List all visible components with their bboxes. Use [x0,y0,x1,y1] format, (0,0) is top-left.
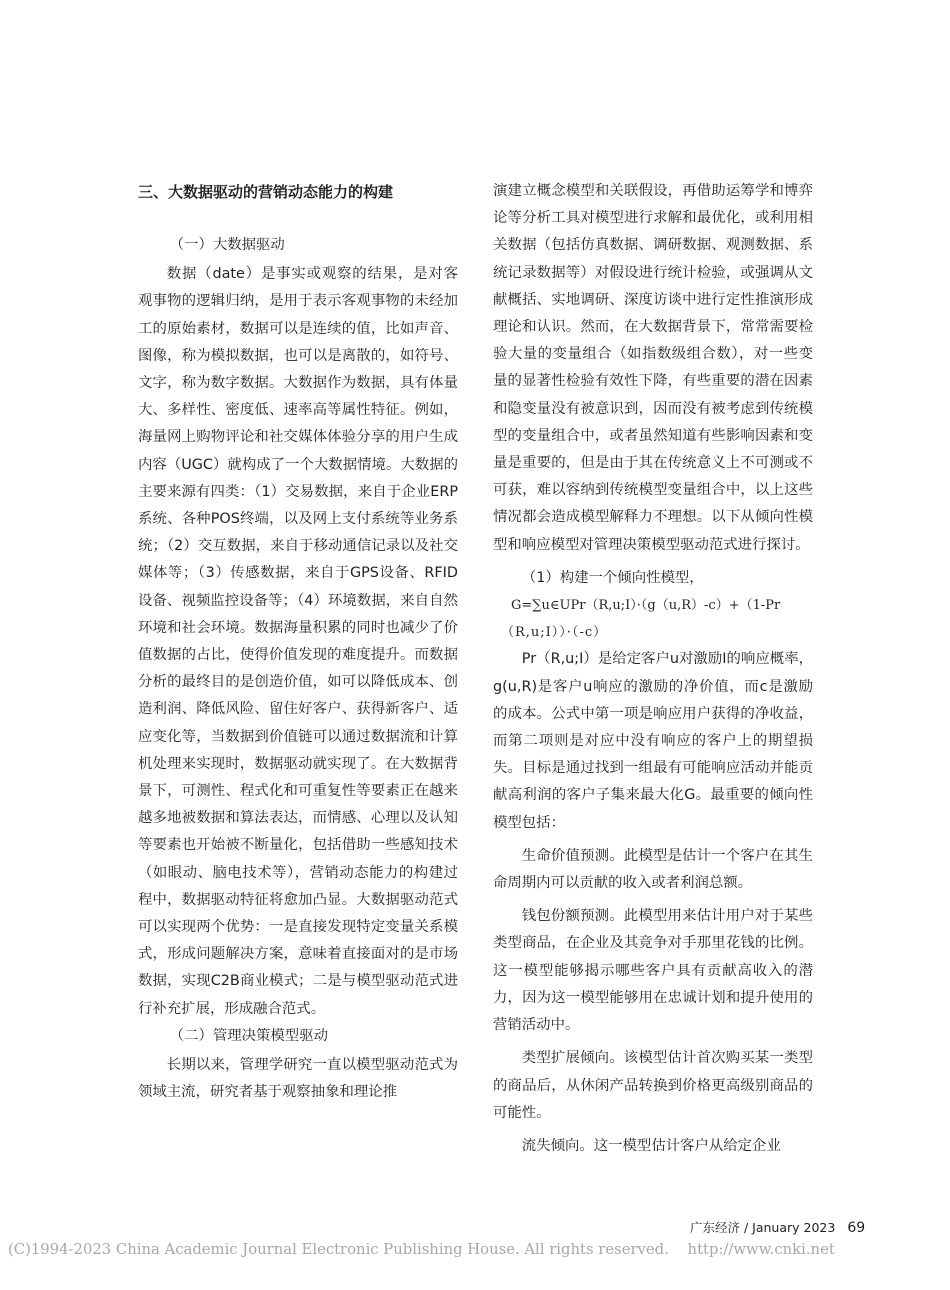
paragraph-model-cont: 演建立概念模型和关联假设，再借助运筹学和博弈论等分析工具对模型进行求解和最优化，或利用相关数据（包括仿真数据、调研数据、观测数据、系统记录数据等）对假设进行统计检验，或强调从文献概括、实地调研、深度访谈中进行定性推演形成理论和认识。然而，在大数据背景下，常常需要检验大量的变量组合（如指数级组合数），对一些变量的显著性检验有效性下降，有些重要的潜在因素和隐变量没有被意识到，因而没有被考虑到传统模型的变量组合中，或者虽然知道有些影响因素和变量是重要的，但是由于其在传统意义上不可测或不可获，难以容纳到传统模型变量组合中，以上这些情况都会造成模型解释力不理想。以下从倾向性模型和响应模型对管理决策模型驱动范式进行探讨。 [493,183,813,553]
propensity-model-title: （1）构建一个倾向性模型， [521,569,704,586]
paragraph-model-start: 长期以来，管理学研究一直以模型驱动范式为领域主流，研究者基于观察抽象和理论推 [138,1057,458,1101]
paragraph-big-data: 数据（date）是事实或观察的结果，是对客观事物的逻辑归纳，是用于表示客观事物的未经加工的原始素材，数据可以是连续的值，比如声音、图像，称为模拟数据，也可以是离散的，如符号、文字，称为数字数据。大数据作为数据，具有体量大、多样性、密度低、速率高等属性特征。例如，海量网上购物评论和社交媒体体验分享的用户生成内容（UGC）就构成了一个大数据情境。大数据的主要来源有四类：（1）交易数据，来自于企业ERP系统、各种POS终端，以及网上支付系统等业务系统；（2）交互数据，来自于移动通信记录以及社交媒体等；（3）传感数据，来自于GPS设备、RFID设备、视频监控设备等；（4）环境数据，来自自然环境和社会环境。数据海量积累的同时也减少了价值数据的占比，使得价值发现的难度提升。而数据分析的最终目的是创造价值，如可以降低成本、创造利润、降低风险、留住好客户、获得新客户、适应变化等，当数据到价值链可以通过数据流和计算机处理来实现时，数据驱动就实现了。在大数据背景下，可测性、程式化和可重复性等要素正在越来越多地被数据和算法表达，而情感、心理以及认知等要素也开始被不断量化，包括借助一些感知技术（如眼动、脑电技术等），营销动态能力的构建过程中，数据驱动特征将愈加凸显。大数据驱动范式可以实现两个优势：一是直接发现特定变量关系模式，形成问题解决方案，意味着直接面对的是市场数据，实现C2B商业模式；二是与模型驱动范式进行补充扩展，形成融合范式。 [138,266,458,1017]
left-column [138,178,458,1107]
list-item: 流失倾向。这一模型估计客户从给定企业 [521,1137,781,1154]
list-item: 类型扩展倾向。该模型估计首次购买某一类型的商品后，从休闲产品转换到价格更高级别商品的可能性。 [493,1050,813,1121]
list-item: 钱包份额预测。此模型用来估计用户对于某些类型商品，在企业及其竞争对手那里花钱的比例。这一模型能够揭示哪些客户具有贡献高收入的潜力，因为这一模型能够用在忠诚计划和提升使用的营销活动中。 [493,908,813,1034]
copyright-text: (C)1994-2023 China Academic Journal Electronic Publishing House. All rights reserved. [8,1241,669,1258]
formula-line-2: （R,u;I））·（-c） [501,625,608,641]
subsection-title-big-data: （一）大数据驱动 [169,237,285,253]
page-number: 69 [847,1220,866,1236]
list-item: 生命价值预测。此模型是估计一个客户在其生命周期内可以贡献的收入或者利润总额。 [493,847,813,892]
page-footer [690,1218,865,1236]
right-column [493,178,813,1160]
journal-name: 广东经济 / January 2023 [690,1220,836,1235]
copyright-watermark [8,1241,835,1258]
subsection-title-model: （二）管理决策模型驱动 [169,1027,328,1044]
formula-line-1: G=∑u∈UPr（R,u;I）·（g（u,R）-c）+（1-Pr [511,598,781,614]
formula-explanation: Pr（R,u;I）是给定客户u对激励I的响应概率，g(u,R)是客户u响应的激励的净价值，而c是激励的成本。公式中第一项是响应用户获得的净收益，而第二项则是对应中没有响应的客户上的期望损失。目标是通过找到一组最有可能响应活动并能贡献高利润的客户子集来最大化G。最重要的倾向性模型包括： [493,651,813,831]
copyright-url[interactable]: http://www.cnki.net [687,1241,835,1258]
section-title: 三、大数据驱动的营销动态能力的构建 [138,183,394,201]
